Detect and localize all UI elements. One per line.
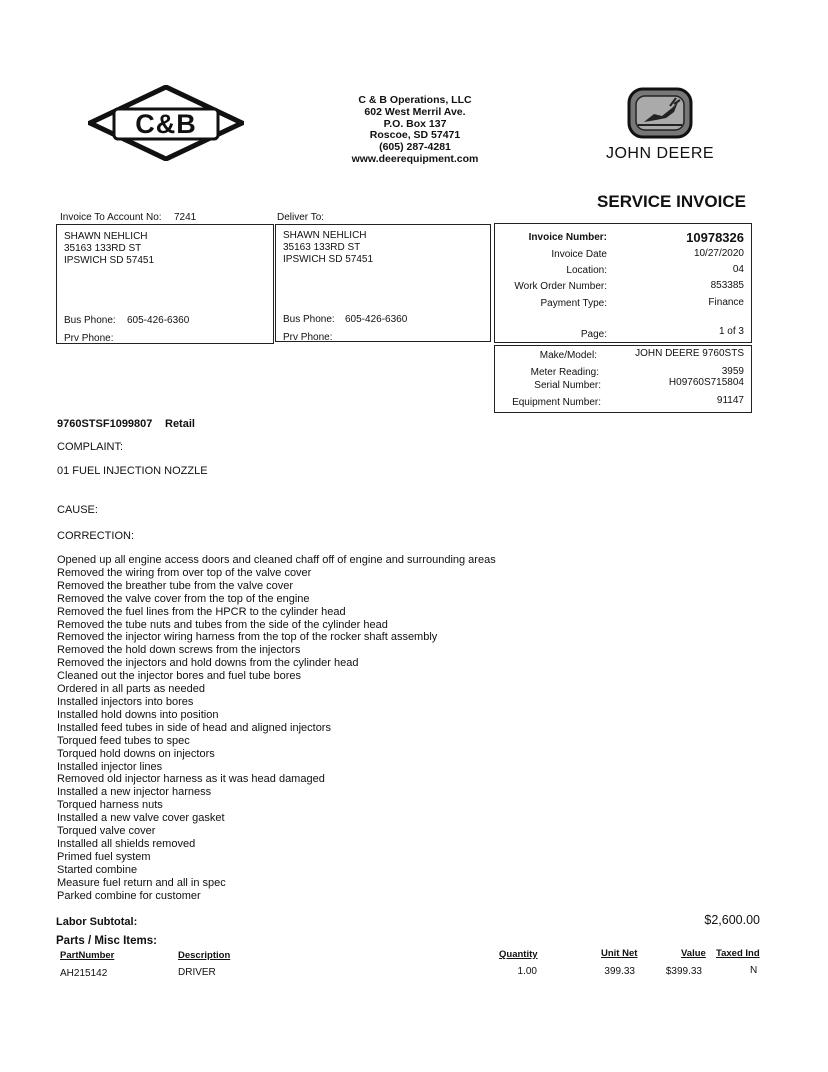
col-header-part-number: PartNumber: [60, 950, 115, 961]
correction-line: Parked combine for customer: [57, 889, 201, 902]
correction-line: Installed injector lines: [57, 760, 163, 773]
parts-title: Parts / Misc Items:: [56, 935, 157, 947]
part-value: $399.33: [665, 966, 702, 977]
deliver-to-label: Deliver To:: [277, 212, 325, 223]
correction-line: Installed a new valve cover gasket: [57, 812, 225, 825]
company-logo: [88, 85, 244, 161]
deliver-to-prv-phone-label: Prv Phone:: [283, 332, 333, 343]
correction-line: Ordered in all parts as needed: [57, 683, 205, 696]
bill-to-bus-phone: 605-426-6360: [127, 315, 190, 326]
correction-line: Measure fuel return and all in spec: [57, 876, 226, 889]
company-city: Roscoe, SD 57471: [369, 129, 461, 142]
part-quantity: 1.00: [517, 966, 537, 977]
correction-line: Primed fuel system: [57, 850, 151, 863]
correction-line: Installed injectors into bores: [57, 695, 194, 708]
company-address: [330, 95, 500, 166]
correction-line: Torqued valve cover: [57, 825, 156, 838]
correction-line: Removed the tube nuts and tubes from the side of the cylinder head: [57, 618, 388, 631]
correction-line: Installed a new injector harness: [57, 786, 212, 799]
correction-line: Removed the injectors and hold downs from the cylinder head: [57, 657, 359, 670]
meter-reading-value: 3959: [721, 366, 744, 377]
page-value: 1 of 3: [718, 326, 744, 337]
equipment-number-label: Equipment Number:: [512, 397, 601, 408]
correction-line: Opened up all engine access doors and cleaned chaff off of engine and surrounding areas: [57, 554, 496, 566]
correction-line: Started combine: [57, 863, 138, 876]
col-header-taxed: Taxed Ind: [716, 948, 760, 959]
bill-to-street: 35163 133RD ST: [64, 243, 142, 254]
equipment-number-value: 91147: [716, 395, 744, 406]
labor-subtotal-label: Labor Subtotal:: [56, 916, 138, 928]
deliver-to-street: 35163 133RD ST: [283, 242, 361, 253]
bill-to-prv-phone-label: Prv Phone:: [64, 333, 114, 344]
job-type: Retail: [165, 418, 195, 430]
deliver-to-name: SHAWN NEHLICH: [283, 230, 367, 241]
work-order-label: Work Order Number:: [514, 281, 607, 292]
part-number: AH215142: [60, 968, 108, 979]
company-name: C & B Operations, LLC: [358, 94, 472, 106]
correction-line: Removed the breather tube from the valve cover: [57, 579, 294, 592]
job-code: 9760STSF1099807: [57, 418, 153, 430]
invoice-date-label: Invoice Date: [551, 249, 607, 260]
col-header-unit-net: Unit Net: [601, 948, 638, 959]
location-label: Location:: [566, 265, 607, 276]
serial-number-value: H09760S715804: [668, 377, 744, 388]
invoice-date: 10/27/2020: [693, 248, 744, 259]
meter-reading-label: Meter Reading:: [530, 367, 599, 378]
complaint-text: 01 FUEL INJECTION NOZZLE: [57, 465, 208, 477]
doc-title: SERVICE INVOICE: [597, 192, 746, 211]
correction-line: Removed the injector wiring harness from the top of the rocker shaft assembly: [57, 631, 438, 644]
invoice-number-label: Invoice Number:: [528, 232, 607, 243]
deliver-to-bus-phone: 605-426-6360: [345, 314, 408, 325]
serial-number-label: Serial Number:: [534, 380, 601, 391]
payment-type-value: Finance: [708, 297, 744, 308]
company-street: 602 West Merril Ave.: [364, 105, 466, 118]
invoice-number: 10978326: [686, 230, 744, 245]
make-model-value: JOHN DEERE 9760STS: [635, 348, 744, 359]
deer-icon: [626, 86, 694, 140]
correction-line: Cleaned out the injector bores and fuel tube bores: [57, 670, 301, 683]
company-phone: (605) 287-4281: [379, 141, 451, 154]
part-unit-net: 399.33: [604, 966, 635, 977]
correction-line: Installed all shields removed: [57, 837, 196, 850]
correction-line: Removed the wiring from over top of the valve cover: [57, 566, 312, 579]
col-header-description: Description: [178, 950, 231, 961]
correction-line: Torqued harness nuts: [57, 799, 163, 812]
complaint-label: COMPLAINT:: [57, 441, 124, 453]
col-header-value: Value: [681, 948, 706, 959]
correction-list: [57, 554, 757, 902]
bill-to-bus-phone-label: Bus Phone:: [64, 315, 116, 326]
correction-label: CORRECTION:: [57, 530, 134, 542]
correction-line: Removed the hold down screws from the injectors: [57, 644, 301, 657]
equipment-box: [494, 345, 752, 413]
work-order-value: 853385: [710, 280, 744, 291]
account-number: 7241: [174, 212, 197, 223]
invoice-info-box: [494, 223, 752, 343]
bill-to-label: Invoice To Account No:: [60, 212, 162, 223]
bill-to-box: [56, 224, 274, 344]
correction-line: Installed hold downs into position: [57, 708, 219, 721]
correction-line: Installed feed tubes in side of head and aligned injectors: [57, 721, 331, 734]
logo-text: C&B: [135, 109, 197, 139]
deliver-to-bus-phone-label: Bus Phone:: [283, 314, 335, 325]
part-taxed: N: [750, 965, 758, 976]
correction-line: Removed old injector harness as it was head damaged: [57, 773, 325, 786]
correction-line: Torqued hold downs on injectors: [57, 747, 215, 760]
labor-subtotal-amount: $2,600.00: [704, 913, 760, 927]
correction-line: Removed the fuel lines from the HPCR to the cylinder head: [57, 605, 346, 618]
part-description: DRIVER: [178, 967, 216, 978]
page-label: Page:: [580, 329, 607, 340]
company-po-box: P.O. Box 137: [383, 117, 447, 130]
company-website: www.deerequipment.com: [351, 152, 479, 165]
john-deere-emblem: [626, 86, 694, 140]
bill-to-city: IPSWICH SD 57451: [64, 255, 155, 266]
make-model-label: Make/Model:: [539, 350, 597, 361]
location-value: 04: [732, 264, 744, 275]
deliver-to-city: IPSWICH SD 57451: [283, 254, 374, 265]
cause-label: CAUSE:: [57, 504, 98, 516]
payment-type-label: Payment Type:: [540, 298, 607, 309]
col-header-quantity: Quantity: [499, 949, 538, 960]
brand-name: JOHN DEERE: [605, 145, 715, 162]
deliver-to-box: [275, 224, 491, 342]
bill-to-name: SHAWN NEHLICH: [64, 231, 148, 242]
correction-line: Torqued feed tubes to spec: [57, 734, 190, 747]
correction-line: Removed the valve cover from the top of the engine: [57, 592, 310, 605]
